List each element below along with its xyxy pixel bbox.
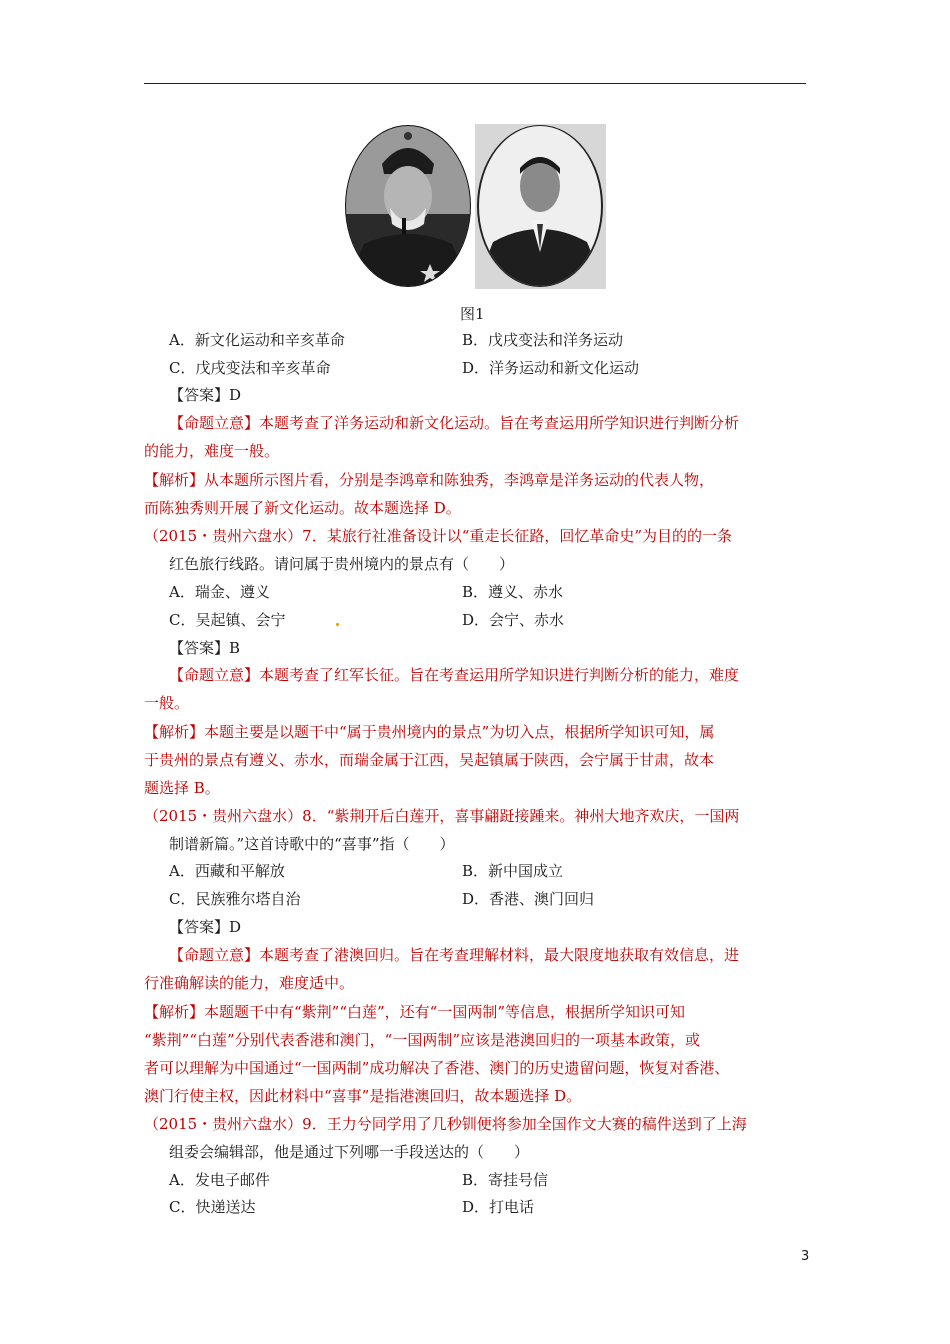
- q9-option-b: B．寄挂号信: [462, 1171, 549, 1189]
- q9-option-d: D．打电话: [462, 1198, 535, 1216]
- portrait-li-hongzhang-image: [344, 124, 472, 289]
- q9-stem-line2: 组委会编辑部，他是通过下列哪一手段送达的（ ）: [169, 1143, 530, 1161]
- q6-intent-line2: 的能力，难度一般。: [144, 442, 280, 460]
- q8-stem-line1: （2015・贵州六盘水）8．“紫荆开后白莲开，喜事翩跹接踵来。神州大地齐欢庆，一国两: [144, 807, 740, 825]
- figure-caption: 图1: [460, 305, 485, 323]
- q7-stem-line2: 红色旅行线路。请问属于贵州境内的景点有（ ）: [169, 555, 515, 573]
- header-rule: [144, 83, 806, 84]
- q7-option-c: C．吴起镇、会宁: [169, 611, 286, 629]
- q7-analysis-line3: 题选择 B。: [144, 779, 220, 797]
- q9-option-a: A．发电子邮件: [169, 1171, 270, 1189]
- q8-analysis-line2: “紫荆”“白莲”分别代表香港和澳门，“一国两制”应该是港澳回归的一项基本政策，或: [144, 1031, 701, 1049]
- portrait-chen-duxiu: [475, 124, 606, 289]
- q8-option-d: D．香港、澳门回归: [462, 890, 595, 908]
- portrait-chen-duxiu-image: [475, 124, 606, 289]
- q9-option-c: C．快递送达: [169, 1198, 256, 1216]
- q8-option-a: A．西藏和平解放: [169, 862, 285, 880]
- q7-option-b: B．遵义、赤水: [462, 583, 564, 601]
- q7-option-a: A．瑞金、遵义: [169, 583, 270, 601]
- q7-analysis-line1: 【解析】本题主要是以题干中“属于贵州境内的景点”为切入点，根据所学知识可知，属: [144, 723, 715, 741]
- q7-analysis-line2: 于贵州的景点有遵义、赤水，而瑞金属于江西，吴起镇属于陕西，会宁属于甘肃，故本: [144, 751, 715, 769]
- q6-option-c: C．戊戌变法和辛亥革命: [169, 359, 331, 377]
- q8-answer: 【答案】D: [169, 918, 242, 936]
- q8-stem-line2: 制谱新篇。”这首诗歌中的“喜事”指（ ）: [169, 835, 455, 853]
- q6-analysis-line2: 而陈独秀则开展了新文化运动。故本题选择 D。: [144, 499, 461, 517]
- q6-intent-line1: 【命题立意】本题考查了洋务运动和新文化运动。旨在考查运用所学知识进行判断分析: [169, 414, 740, 432]
- q8-option-c: C．民族雅尔塔自治: [169, 890, 301, 908]
- portrait-li-hongzhang: [344, 124, 472, 289]
- q7-option-d: D．会宁、赤水: [462, 611, 565, 629]
- q8-intent-line1: 【命题立意】本题考查了港澳回归。旨在考查理解材料，最大限度地获取有效信息，进: [169, 946, 740, 964]
- q8-analysis-line1: 【解析】本题题干中有“紫荆”“白莲”，还有“一国两制”等信息，根据所学知识可知: [144, 1003, 686, 1021]
- q6-option-b: B．戊戌变法和洋务运动: [462, 331, 624, 349]
- q6-option-a: A．新文化运动和辛亥革命: [169, 331, 345, 349]
- q8-intent-line2: 行准确解读的能力，难度适中。: [144, 974, 355, 992]
- figure-1-photos: [344, 124, 606, 289]
- q9-stem-line1: （2015・贵州六盘水）9．王力兮同学用了几秒钏便将参加全国作文大赛的稿件送到了上海: [144, 1115, 747, 1133]
- q6-analysis-line1: 【解析】从本题所示图片看，分别是李鸿章和陈独秀，李鸿章是洋务运动的代表人物，: [144, 471, 715, 489]
- q8-analysis-line3: 者可以理解为中国通过“一国两制”成功解决了香港、澳门的历史遗留问题，恢复对香港、: [144, 1059, 730, 1077]
- stray-dot: [336, 623, 339, 626]
- q6-option-d: D．洋务运动和新文化运动: [462, 359, 640, 377]
- q7-intent-line1: 【命题立意】本题考查了红军长征。旨在考查运用所学知识进行判断分析的能力，难度: [169, 666, 740, 684]
- q7-intent-line2: 一般。: [144, 694, 190, 712]
- q8-analysis-line4: 澳门行使主权，因此材料中“喜事”是指港澳回归，故本题选择 D。: [144, 1087, 582, 1105]
- q6-answer: 【答案】D: [169, 386, 242, 404]
- q7-answer: 【答案】B: [169, 639, 241, 657]
- q7-stem-line1: （2015・贵州六盘水）7．某旅行社准备设计以“重走长征路，回忆革命史”为目的的一条: [144, 527, 733, 545]
- q8-option-b: B．新中国成立: [462, 862, 564, 880]
- page-number: 3: [801, 1249, 810, 1264]
